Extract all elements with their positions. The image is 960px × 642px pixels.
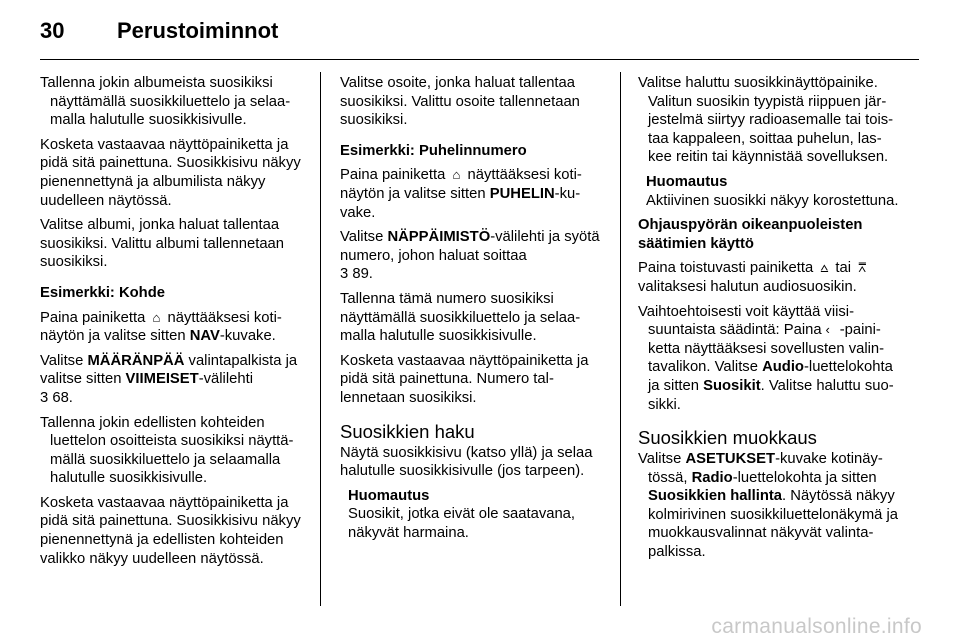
column-3	[638, 74, 900, 568]
subheading-phone-number: Esimerkki: Puhelinnumero	[340, 142, 527, 159]
paragraph: Näytä suosikkisivu (katso yllä) ja selaa halutulle suosikkisivulle (jos tarpeen).	[340, 444, 593, 480]
section-heading-favourites-edit: Suosikkien muokkaus	[638, 427, 817, 449]
paragraph: Kosketa vastaavaa näyttöpainiketta ja pidä sitä painettuna. Suosikkisivu näkyy pienennettynä ja albumilista näkyy uudelleen näytössä.	[40, 136, 301, 209]
home-icon: ⌂	[452, 167, 461, 183]
paragraph: Valitse osoite, jonka haluat tallentaa suosikiksi. Valittu osoite tallennetaan suosikiksi.	[340, 75, 580, 129]
paragraph: Valitse MÄÄRÄNPÄÄ valintapalkista ja valitse sitten VIIMEISET-välilehti 3 68.	[40, 352, 298, 406]
paragraph: Valitse haluttu suosikkinäyttöpainike. Valitun suosikin tyypistä riippuen järjestelmä siirtyy radioasemalle tai toistaa kappaleen, soittaa puhelun, laskee reitin tai käynnistää sovelluksen.	[638, 75, 894, 166]
note-box	[340, 487, 606, 543]
note-title: Huomautus	[348, 487, 430, 504]
watermark: carmanualsonline.info	[711, 615, 922, 638]
paragraph: Tallenna jokin albumeista suosikiksi näyttämällä suosikkiluettelo ja selaamalla halutulle suosikkisivulle.	[40, 75, 291, 129]
paragraph: Paina painiketta ⌂ näyttääksesi kotinäytön ja valitse sitten NAV-kuvake.	[40, 309, 282, 345]
paragraph: Tallenna tämä numero suosikiksi näyttämällä suosikkiluettelo ja selaamalla halutulle suosikkisivulle.	[340, 290, 581, 345]
paragraph: Vaihtoehtoisesti voit käyttää viisisuuntaista säädintä: Paina ‹ -painiketta näyttääksesi sovellusten valintavalikon. Valitse Audio-luettelokohta ja sitten Suosikit. Valitse haluttu suosikki.	[638, 303, 894, 413]
note-box	[638, 173, 900, 210]
paragraph: Kosketa vastaavaa näyttöpainiketta ja pidä sitä painettuna. Suosikkisivu näkyy pienennettynä ja edellisten kohteiden valikko näkyy uudelleen näytössä.	[40, 494, 301, 567]
header-rule	[40, 59, 919, 60]
column-divider-1	[320, 72, 321, 606]
page-reference: 3 68.	[40, 389, 73, 406]
paragraph: Tallenna jokin edellisten kohteiden luettelon osoitteista suosikiksi näyttämällä suosikkiluettelo ja selaamalla halutulle suosikkisivulle.	[40, 414, 294, 487]
paragraph: Kosketa vastaavaa näyttöpainiketta ja pidä sitä painettuna. Numero tallennetaan suosikiksi.	[340, 352, 589, 406]
note-text: Suosikit, jotka eivät ole saatavana, näkyvät harmaina.	[348, 506, 576, 541]
column-1	[40, 74, 312, 574]
paragraph: Paina toistuvasti painiketta ⩟ tai ⩞ valitaksesi halutun audiosuosikin.	[638, 259, 900, 296]
chapter-title: Perustoiminnot	[117, 18, 279, 43]
subheading-destination: Esimerkki: Kohde	[40, 284, 165, 301]
up-icon: ⩟	[820, 260, 829, 276]
section-heading-favourites-search: Suosikkien haku	[340, 420, 475, 442]
paragraph: Valitse albumi, jonka haluat tallentaa suosikiksi. Valittu albumi tallennetaan suosikiksi.	[40, 217, 285, 271]
subheading-steering-wheel-controls: Ohjauspyörän oikeanpuoleisten säätimien käyttö	[638, 217, 863, 252]
page-reference: 3 89.	[340, 266, 373, 283]
column-2	[340, 74, 606, 548]
paragraph: Valitse ASETUKSET-kuvake kotinäytössä, Radio-luettelokohta ja sitten Suosikkien hallinta. Näytössä näkyy kolmirivinen suosikkiluettelonäkymä ja muokkausvalinnat näkyvät valintapalkissa.	[638, 451, 899, 561]
column-divider-2	[620, 72, 621, 606]
page-number: 30	[40, 18, 65, 43]
left-chevron-icon: ‹	[825, 322, 830, 338]
home-icon: ⌂	[152, 309, 161, 325]
note-text: Aktiivinen suosikki näkyy korostettuna.	[646, 192, 899, 209]
paragraph: Paina painiketta ⌂ näyttääksesi kotinäytön ja valitse sitten PUHELIN-kuvake.	[340, 167, 582, 221]
paragraph: Valitse NÄPPÄIMISTÖ-välilehti ja syötä numero, johon haluat soittaa 3 89.	[340, 229, 600, 283]
down-icon: ⩞	[858, 260, 867, 276]
note-title: Huomautus	[646, 173, 728, 190]
